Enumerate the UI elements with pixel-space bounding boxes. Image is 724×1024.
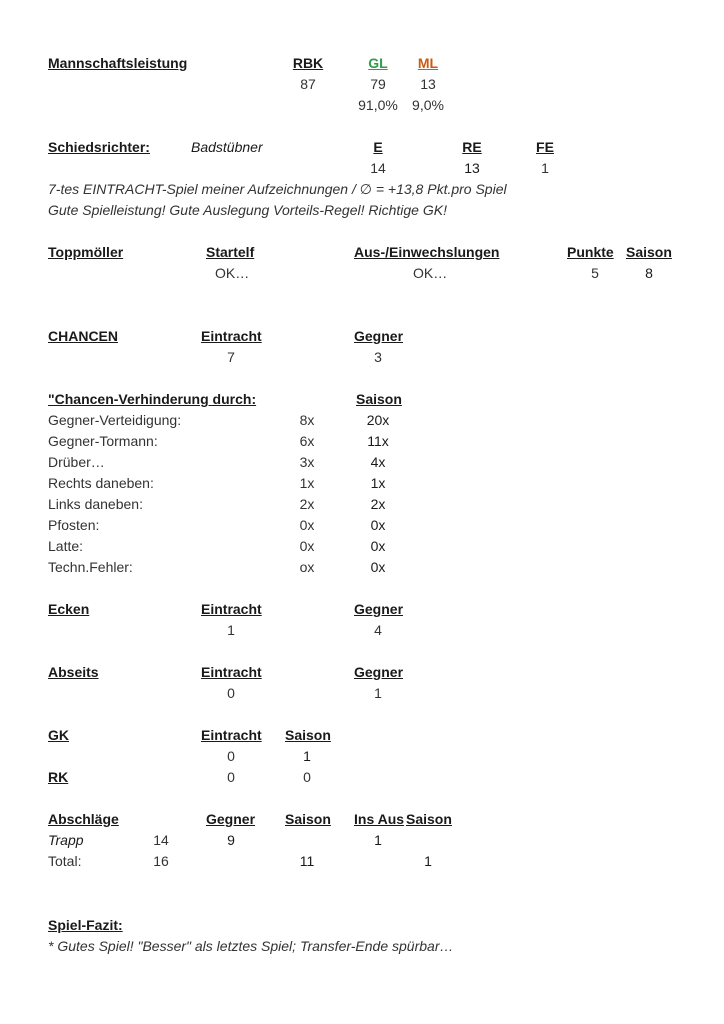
prevention-row-game: 6x <box>299 433 315 449</box>
gl-value: 79 <box>370 76 386 92</box>
rk-eintracht-value: 0 <box>227 769 235 785</box>
prevention-row-label: Latte: <box>48 538 84 554</box>
prevention-season-header: Saison <box>356 391 402 407</box>
kicks-out-header: Ins Aus <box>354 811 405 827</box>
rk-season-value: 0 <box>303 769 311 785</box>
e-value: 14 <box>370 160 386 176</box>
prevention-row-label: Links daneben: <box>48 496 143 512</box>
prevention-row-season: 0x <box>370 538 386 554</box>
coach-label: Toppmöller <box>48 244 124 260</box>
chances-gegner-value: 3 <box>374 349 382 365</box>
kicks-trapp-out: 1 <box>374 832 382 848</box>
rk-label: RK <box>48 769 69 785</box>
corners-gegner-value: 4 <box>374 622 382 638</box>
offside-gegner-header: Gegner <box>354 664 404 680</box>
corners-eintracht-header: Eintracht <box>201 601 262 617</box>
offside-label: Abseits <box>48 664 99 680</box>
re-value: 13 <box>464 160 480 176</box>
kicks-total-out-season: 1 <box>424 853 432 869</box>
coach-season-value: 8 <box>645 265 653 281</box>
chances-eintracht-value: 7 <box>227 349 235 365</box>
prevention-row-label: Pfosten: <box>48 517 100 533</box>
prevention-row-game: 2x <box>299 496 315 512</box>
prevention-row-label: Rechts daneben: <box>48 475 154 491</box>
rbk-header: RBK <box>292 55 324 71</box>
prevention-row-season: 1x <box>370 475 386 491</box>
subs-value: OK… <box>413 265 448 281</box>
prevention-row-season: 2x <box>370 496 386 512</box>
offside-eintracht-value: 0 <box>227 685 235 701</box>
fe-value: 1 <box>541 160 549 176</box>
prevention-row-game: 1x <box>299 475 315 491</box>
ml-value: 13 <box>420 76 436 92</box>
points-value: 5 <box>591 265 599 281</box>
referee-label: Schiedsrichter: <box>48 139 150 155</box>
kicks-out-season-header: Saison <box>406 811 452 827</box>
re-header: RE <box>462 139 482 155</box>
prevention-row-label: Gegner-Verteidigung: <box>48 412 182 428</box>
offside-gegner-value: 1 <box>374 685 382 701</box>
referee-name: Badstübner <box>191 139 263 155</box>
summary-text: * Gutes Spiel! "Besser" als letztes Spiel; Transfer-Ende spürbar… <box>48 938 454 954</box>
prevention-row-game: ox <box>299 559 315 575</box>
corners-label: Ecken <box>48 601 90 617</box>
points-header: Punkte <box>567 244 614 260</box>
chances-gegner-header: Gegner <box>354 328 404 344</box>
e-header: E <box>373 139 383 155</box>
kicks-total-label: Total: <box>48 853 82 869</box>
kicks-total-count: 16 <box>153 853 169 869</box>
coach-season-header: Saison <box>626 244 672 260</box>
prevention-row-game: 3x <box>299 454 315 470</box>
prevention-row-season: 20x <box>366 412 390 428</box>
kicks-trapp-gegner: 9 <box>227 832 235 848</box>
prevention-row-season: 0x <box>370 559 386 575</box>
chances-label: CHANCEN <box>48 328 118 344</box>
gk-label: GK <box>48 727 69 743</box>
team-performance-label: Mannschaftsleistung <box>48 55 188 71</box>
prevention-row-game: 0x <box>299 517 315 533</box>
cards-eintracht-header: Eintracht <box>201 727 262 743</box>
startelf-value: OK… <box>215 265 250 281</box>
fe-header: FE <box>536 139 554 155</box>
kicks-trapp-label: Trapp <box>48 832 84 848</box>
startelf-header: Startelf <box>206 244 255 260</box>
ml-percent: 9,0% <box>412 97 444 113</box>
referee-note-1: 7-tes EINTRACHT-Spiel meiner Aufzeichnungen / ∅ = +13,8 Pkt.pro Spiel <box>48 181 507 197</box>
prevention-row-season: 0x <box>370 517 386 533</box>
kicks-label: Abschläge <box>48 811 119 827</box>
prevention-row-label: Gegner-Tormann: <box>48 433 158 449</box>
prevention-row-game: 8x <box>299 412 315 428</box>
kicks-total-season: 11 <box>299 853 315 869</box>
prevention-label: "Chancen-Verhinderung durch: <box>48 391 257 407</box>
cards-season-header: Saison <box>285 727 331 743</box>
offside-eintracht-header: Eintracht <box>201 664 262 680</box>
prevention-row-label: Drüber… <box>48 454 105 470</box>
prevention-row-season: 4x <box>370 454 386 470</box>
gk-season-value: 1 <box>303 748 311 764</box>
prevention-row-label: Techn.Fehler: <box>48 559 133 575</box>
corners-gegner-header: Gegner <box>354 601 404 617</box>
referee-note-2: Gute Spielleistung! Gute Auslegung Vorteils-Regel! Richtige GK! <box>48 202 447 218</box>
chances-eintracht-header: Eintracht <box>201 328 262 344</box>
ml-header: ML <box>417 55 439 71</box>
prevention-row-season: 11x <box>367 433 389 449</box>
rbk-value: 87 <box>300 76 316 92</box>
kicks-trapp-count: 14 <box>153 832 169 848</box>
summary-label: Spiel-Fazit: <box>48 917 123 933</box>
prevention-row-game: 0x <box>299 538 315 554</box>
gl-percent: 91,0% <box>358 97 398 113</box>
gk-eintracht-value: 0 <box>227 748 235 764</box>
kicks-season-header: Saison <box>285 811 331 827</box>
subs-header: Aus-/Einwechslungen <box>354 244 500 260</box>
gl-header: GL <box>368 55 388 71</box>
kicks-gegner-header: Gegner <box>206 811 256 827</box>
corners-eintracht-value: 1 <box>227 622 235 638</box>
